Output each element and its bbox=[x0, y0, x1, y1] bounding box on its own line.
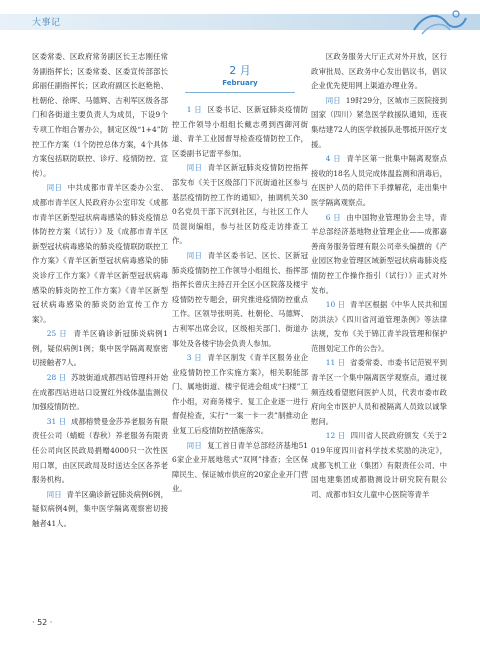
entry-0: 1 日 区委书记、区新冠肺炎疫情防控工作领导小组组长戴志勇到西御河街道、青羊工业园督导检查疫情防控工作，区委副书记雷平参加。 bbox=[172, 105, 308, 158]
entry-3: 28 日 苏坡街道成都西站管理科开始在成都西站进站口设置红外线体温监测仪加强疫情防控。 bbox=[32, 373, 168, 412]
column-left bbox=[32, 50, 168, 532]
column-right bbox=[311, 50, 447, 502]
entry-2: 4 日 青羊区第一批集中隔离观察点接收的18名人员完成体温监测和消毒后，在医护人员的陪伴下手撑解花，走出集中医学隔离观察点。 bbox=[311, 154, 447, 207]
entry-4: 10 日 青羊区根据《中华人民共和国防洪法》《四川省河道管理条例》等法律法规，发布《关于锦江青羊段管理和保护范围划定工作的公告》。 bbox=[311, 300, 447, 353]
entry-1: 同日 中共成都市青羊区委办公室、成都市青羊区人民政府办公室印发《成都市青羊区新型冠状病毒感染的肺炎疫情总体防控方案（试行）》及《成都市青羊区新型冠状病毒感染的肺炎疫情联防联控工作方案》《青羊区新型冠状病毒感染的肺炎诊疗工作方案》《青羊区新型冠状病毒感染的肺炎防控工作方案》《青羊区新型冠状病毒感染的肺炎防治宣传工作方案》。 bbox=[32, 183, 168, 324]
entry-2: 同日 青羊区委书记、区长、区新冠肺炎疫情防控工作领导小组组长、指挥部指挥长曾庆主持召开全区小区院落及楼宇疫情防控专题会，研究推进疫情防控重点工作。区领导张明英、杜朝伦、马德辉、古利军出席会议，区级相关部门、街道办事处及各楼宇协会负责人参加。 bbox=[172, 250, 308, 348]
entry-5: 同日 青羊区确诊新冠肺炎病例6例，疑似病例4例，集中医学隔离观察密切接触者41人。 bbox=[32, 489, 168, 528]
entry-0: 区政务服务大厅正式对外开放，区行政审批局、区政务中心发出倡议书，倡议企业优先使用网上渠道办理业务。 bbox=[311, 52, 447, 91]
entry-0: 区委常委、区政府常务副区长王志刚任常务副指挥长；区委常委、区委宣传部部长邱丽任副指挥长；区政府副区长赵艳艳、杜朝伦、徐晖、马德辉、古利军区级各部门和各街道主要负责人为成员，下设9个专项工作组合署办公，制定区级“1+4”防控工作方案（1个防控总体方案，4个具体方案包括联防联控、诊疗、疫情防控、宣传）。 bbox=[32, 52, 168, 178]
section-title: 大事记 bbox=[32, 18, 61, 28]
month-title-zh: 2 月 bbox=[229, 64, 251, 77]
entry-3: 3 日 青羊区制发《青羊区服务业企业疫情防控工作实施方案》，相关职能部门、属地街道、楼宇促进会组成“扫楼”工作小组，对商务楼宇、复工企业逐一进行督促检查，实行“一案一卡一表”制推动企业复工后疫情防控措施落实。 bbox=[172, 353, 308, 436]
page-number: · 52 · bbox=[32, 618, 53, 627]
entry-4: 同日 复工首日青羊总部经济基地516家企业开展地毯式“双网”排查；全区保障民生、保证城市供应的20家企业开门营业。 bbox=[172, 440, 308, 494]
entry-5: 11 日 省委常委、市委书记范锐平到青羊区一个集中隔离医学观察点，通过视频连线看望慰问医护人员，代表市委市政府向全市医护人员和被隔离人员致以诚挚慰问。 bbox=[311, 358, 447, 426]
entry-1: 同日 19时29分，区城市三医院接到国家（四川）紧急医学救援队通知，连夜集结建72人的医学救援队赴鄂抵开医疗支援。 bbox=[311, 95, 447, 149]
month-divider bbox=[185, 92, 295, 93]
month-title-en: February bbox=[222, 79, 258, 87]
wave-ornament-icon bbox=[410, 4, 470, 44]
month-heading bbox=[172, 64, 308, 93]
entry-4: 31 日 成都榕赞曼金莎养老服务有限责任公司（蜻蜓（春秋）养老服务有限责任公司向区民政局捐赠4000只一次性医用口罩，由区民政局及时送达全区各养老服务机构。 bbox=[32, 416, 168, 485]
entry-1: 同日 青羊区新冠肺炎疫情防控指挥部发布《关于区级部门下沉街道社区参与基层疫情防控工作的通知》，抽调机关300名党员干部下沉到社区，与社区工作人员混岗编组，参与社区防疫走访排查工作。 bbox=[172, 163, 308, 246]
header-band bbox=[0, 14, 480, 30]
entry-3: 6 日 由中国物业管理协会主导，青羊总部经济基地物业管理企业——成都嘉善商务服务管理有限公司牵头编撰的《产业园区物业管理区域新型冠状病毒肺炎疫情防控工作操作指引（试行）》正式对外发布。 bbox=[311, 212, 447, 295]
entry-6: 12 日 四川省人民政府颁发《关于2019年度四川省科学技术奖励的决定》，成都飞机工业（集团）有限责任公司、中国电建集团成都勘测设计研究院有限公司、成都市妇女儿童中心医院等青羊 bbox=[311, 431, 447, 499]
entry-2: 25 日 青羊区确诊新冠肺炎病例1例，疑似病例1例；集中医学隔离观察密切接触者7人。 bbox=[32, 329, 168, 368]
column-middle bbox=[172, 50, 308, 497]
page-header bbox=[0, 0, 480, 40]
